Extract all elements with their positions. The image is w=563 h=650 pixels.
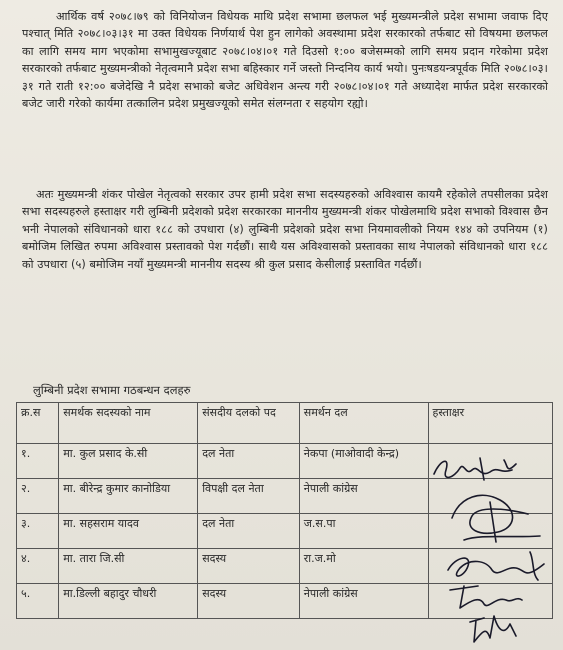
paragraph-budget-background: आर्थिक वर्ष २०७८।७९ को विनियोजन विधेयक माथि प्रदेश सभामा छलफल भई मुख्यमन्त्रीले प्रदेश सभामा जवाफ दिए पश्चात् मिति २०७८।०३।३१ मा उक्त विधेयक निर्णयार्थ पेश हुन लागेको अवस्थामा प्रदेश सरकारको तर्फबाट सो विषयमा छलफल का लागि समय माग भएकोमा सभामुखज्यूबाट २०७८।०४।०१ गते दिउसो १:०० बजेसम्मको लागि समय प्रदान गरेकोमा प्रदेश सरकारको तर्फबाट मुख्यमन्त्रीको नेतृत्वमानै प्रदेश सभा बहिस्कार गर्ने जस्तो निन्दनिय कार्य भयो। पुनःषडयन्त्रपूर्वक मिति २०७८।०३।३१ गते राती १२:०० बजेदेखि नै प्रदेश सभाको बजेट अधिवेशन अन्त्य गरी २०७८।०४।०१ गते अध्यादेश मार्फत प्रदेश सरकारको बजेट जारी गरेको कार्यमा तत्कालिन प्रदेश प्रमुखज्यूको समेत संलग्नता र सहयोग रह्यो। [22,10,548,111]
row-position: दल नेता [198,444,300,479]
row-member-name: मा. बीरेन्द्र कुमार कानोडिया [59,479,198,514]
row-serial: १. [17,444,59,479]
row-party: नेपाली कांग्रेस [299,479,428,514]
table-row [17,549,553,584]
row-member-name: मा. तारा जि.सी [59,549,198,584]
header-signature: हस्ताक्षर [428,403,552,444]
row-position: विपक्षी दल नेता [198,479,300,514]
row-party: नेकपा (माओवादी केन्द्र) [299,444,428,479]
row-signature-cell [428,549,552,584]
row-signature-cell [428,479,552,514]
row-signature-cell [428,514,552,549]
table-row [17,479,553,514]
row-member-name: मा.डिल्ली बहादुर चौधरी [59,584,198,619]
row-member-name: मा. कुल प्रसाद के.सी [59,444,198,479]
header-supporting-party: समर्थन दल [299,403,428,444]
table-row [17,514,553,549]
row-party: ज.स.पा [299,514,428,549]
row-signature-cell [428,444,552,479]
row-party: रा.ज.मो [299,549,428,584]
table-header-row [17,403,553,444]
row-position: सदस्य [198,549,300,584]
header-serial: क्र.स [17,403,59,444]
paragraph-no-confidence-motion: अतः मुख्यमन्त्री शंकर पोखेल नेतृत्वको सरकार उपर हामी प्रदेश सभा सदस्यहरुको अविश्वास कायमै रहेकोले तपसीलका प्रदेश सभा सदस्यहरुले हस्ताक्षर गरी लुम्बिनी प्रदेशको प्रदेश सरकारका माननीय मुख्यमन्त्री शंकर पोखेलमाथि प्रदेश सभाको विश्वास छैन भनी नेपालको संविधानको धारा १८८ को उपधारा (४) लुम्बिनी प्रदेशको प्रदेश सभा नियमावलीको नियम १४४ को उपनियम (१) बमोजिम लिखित रुपमा अविश्वास प्रस्तावको पेश गर्दछौं। साथै यस अविश्वासको प्रस्तावका साथ नेपालको संविधानको धारा १८८ को उपधारा (५) बमोजिम नयाँ मुख्यमन्त्री माननीय सदस्य श्री कुल प्रसाद केसीलाई प्रस्तावित गर्दछौं। [22,188,548,271]
signatory-table [16,402,553,619]
row-member-name: मा. सहसराम यादव [59,514,198,549]
row-signature-cell [428,584,552,619]
row-position: सदस्य [198,584,300,619]
row-serial: ४. [17,549,59,584]
row-serial: ३. [17,514,59,549]
row-serial: २. [17,479,59,514]
row-position: दल नेता [198,514,300,549]
table-row [17,444,553,479]
table-row [17,584,553,619]
row-party: नेपाली कांग्रेस [299,584,428,619]
table-caption: लुम्बिनी प्रदेश सभामा गठबन्धन दलहरु [33,383,191,397]
row-serial: ५. [17,584,59,619]
header-party-position: संसदीय दलको पद [198,403,300,444]
header-member-name: समर्थक सदस्यको नाम [59,403,198,444]
